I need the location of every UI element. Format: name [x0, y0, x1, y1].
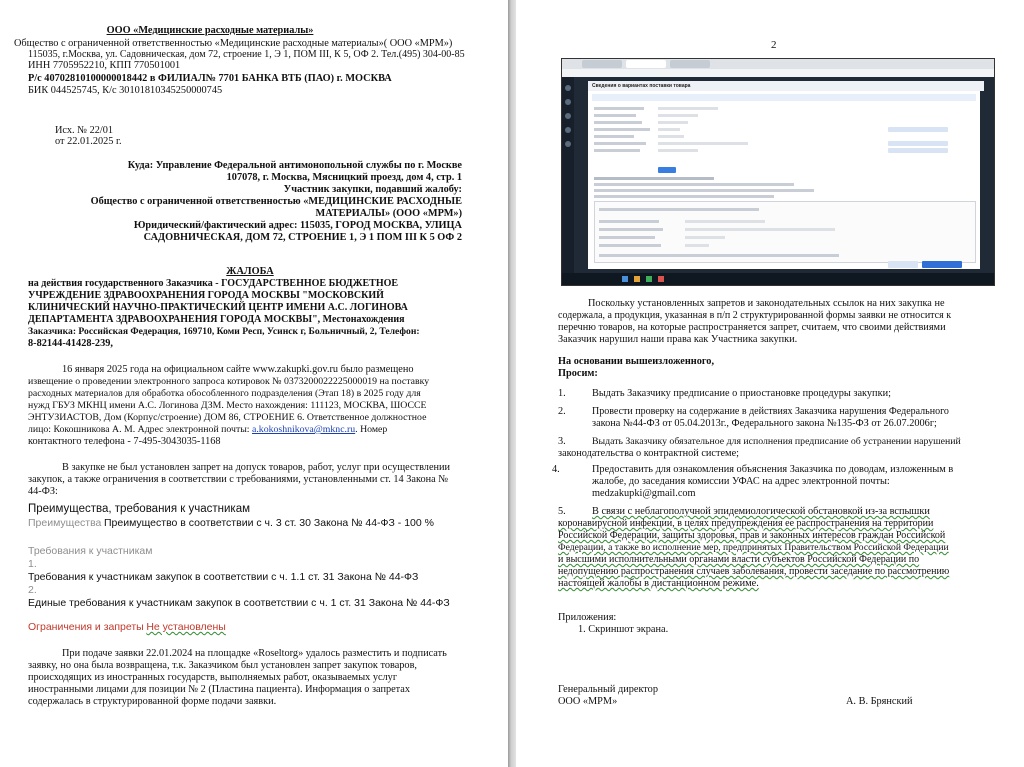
addressee-line: Юридический/фактический адрес: 115035, ГОРОД МОСКВА, УЛИЦА: [133, 220, 462, 231]
org-line: Общество с ограниченной ответственностью «Медицинские расходные материалы»( ООО «МРМ»): [14, 38, 453, 49]
request-item-email: medzakupki@gmail.com: [592, 488, 696, 499]
form-value: [658, 142, 748, 145]
request-item-number: 1.: [558, 388, 566, 399]
body-line: извещение о проведении электронного запроса котировок № 0373200022225000019 на поставку: [28, 376, 430, 387]
body-line: расходных материалов для обработка обособленного подразделения (Этап 18) в 2025 году для: [28, 388, 421, 399]
checkbox-row[interactable]: [594, 183, 794, 186]
requirement-number: 1.: [28, 558, 37, 570]
taskbar-icon: [658, 276, 664, 282]
edit-button[interactable]: [888, 127, 948, 132]
request-item-text: жалобе, до заседания комиссии УФАС на адрес электронной почты:: [592, 476, 890, 487]
request-item-text: Провести проверку на содержание в действиях Заказчика нарушения Федерального: [592, 406, 949, 417]
body-line: перечню товаров, на которые распространяется запрет, считаем, что своими действиями: [558, 322, 946, 333]
subject-line: КЛИНИЧЕСКИЙ НАУЧНО-ПРАКТИЧЕСКИЙ ЦЕНТР ИМЕНИ А.С. ЛОГИНОВА: [28, 302, 408, 313]
info-banner: [592, 94, 976, 101]
body-line: [28, 424, 387, 435]
browser-address-bar: [562, 69, 994, 77]
requirements-title: Преимущества, требования к участникам: [28, 503, 251, 515]
form-label: [594, 142, 646, 145]
sidebar-icon: [565, 113, 571, 119]
request-item-number: 5.: [558, 506, 566, 517]
form-label: [594, 135, 634, 138]
request-item-number: 4.: [552, 464, 560, 475]
request-item-text: закона №44-ФЗ от 05.04.2013г., Федерального закона №135-ФЗ от 26.07.2006г;: [592, 418, 937, 429]
form-value: [658, 114, 698, 117]
document-page-2: [516, 0, 1024, 767]
attachments-title: Приложения:: [558, 612, 617, 623]
sidebar-icon: [565, 99, 571, 105]
requirements-table: [594, 201, 976, 263]
signer-organization: ООО «МРМ»: [558, 696, 618, 707]
document-page-1: [0, 0, 508, 767]
body-line: контактного телефона - 7-495-3043035-1168: [28, 436, 221, 447]
form-value: [658, 149, 698, 152]
document-heading: ЖАЛОБА: [226, 266, 274, 277]
section-heading: [594, 177, 714, 180]
requirements-label: Требования к участникам: [28, 545, 153, 557]
form-label: [594, 121, 642, 124]
basis-heading: На основании вышеизложенного,: [558, 356, 715, 367]
request-item-text: В связи с неблагополучной эпидемиологической обстановкой из-за вспышки: [592, 506, 930, 517]
browser-tab-strip: [562, 59, 994, 69]
signer-title: Генеральный директор: [558, 684, 658, 695]
request-item-text: настоящей жалобы в дистанционном режиме.: [558, 578, 759, 589]
attachment-item: 1. Скриншот экрана.: [578, 624, 669, 635]
request-item-text: Российской Федерации, защиты здоровья, прав и законных интересов граждан Российской: [558, 530, 946, 541]
body-line: содержалась в структурированной форме подачи заявки.: [28, 696, 277, 707]
request-item-text: Предоставить для ознакомления объяснения Заказчика по доводам, изложенным в: [592, 464, 954, 475]
sidebar-icon: [565, 141, 571, 147]
table-row: [599, 208, 759, 211]
page-divider: [508, 0, 516, 767]
table-cell: [685, 236, 725, 239]
body-line: В закупке не был установлен запрет на допуск товаров, работ, услуг при осуществлении: [62, 462, 451, 473]
request-item-text: Выдать Заказчику предписание о приостановке процедуры закупки;: [592, 388, 891, 399]
contact-email-link[interactable]: a.kokoshnikova@mknc.ru: [252, 424, 356, 435]
request-heading: Просим:: [558, 368, 598, 379]
ref-date: от 22.01.2025 г.: [55, 136, 122, 147]
addressee-line: МАТЕРИАЛЫ» (ООО «МРМ»): [315, 208, 462, 219]
edit-button[interactable]: [888, 141, 948, 146]
table-cell: [685, 228, 835, 231]
taskbar: [562, 273, 994, 285]
org-line: БИК 044525745, К/с 30101810345250000745: [28, 85, 223, 96]
browser-tab: [626, 60, 666, 68]
addressee-line: САДОВНИЧЕСКАЯ, ДОМ 72, СТРОЕНИЕ 1, Э 1 ПОМ III К 5 ОФ 2: [143, 232, 462, 243]
body-line: заявку, но она была возвращена, т.к. Заказчиком был установлен запрет закупок товаров,: [28, 660, 418, 671]
form-value: [658, 128, 680, 131]
form-label: [594, 128, 650, 131]
org-name: ООО «Медицинские расходные материалы»: [106, 25, 314, 36]
body-line: Поскольку установленных запретов и законодательных ссылок на них закупка не: [588, 298, 945, 309]
ref-number: Исх. № 22/01: [55, 125, 114, 136]
page-number: 2: [771, 39, 777, 51]
table-cell: [685, 244, 709, 247]
addressee-line: Общество с ограниченной ответственностью «МЕДИЦИНСКИЕ РАСХОДНЫЕ: [90, 196, 462, 207]
browser-tab: [582, 60, 622, 68]
form-label: [594, 107, 644, 110]
form-value: [658, 107, 718, 110]
subject-line: Заказчика: Российская Федерация, 169710, Коми Респ, Усинск г, Больничный, 2, Телефон:: [28, 326, 420, 337]
selected-badge[interactable]: [658, 167, 676, 173]
org-line: ИНН 7705952210, КПП 770501001: [28, 60, 181, 71]
org-line: Р/с 40702810100000018442 в ФИЛИАЛ№ 7701 БАНКА ВТБ (ПАО) г. МОСКВА: [28, 73, 392, 84]
requirement-item: Требования к участникам закупок в соответствии с ч. 1.1 ст. 31 Закона № 44-ФЗ: [28, 571, 419, 583]
limits-label: Ограничения и запреты: [28, 621, 144, 633]
body-line: содержала, а продукция, указанная в п/п 2 структурированной формы заявки не относится к: [558, 310, 952, 321]
dialog-title: Сведения о вариантах поставки товара: [588, 81, 984, 91]
request-item-number: 2.: [558, 406, 566, 417]
addressee-line: Участник закупки, подавший жалобу:: [283, 184, 462, 195]
request-item-text: коронавирусной инфекции, в целях предупреждения ее распространения на территории: [558, 518, 934, 529]
subject-line: на действия государственного Заказчика - ГОСУДАРСТВЕННОЕ БЮДЖЕТНОЕ: [28, 278, 399, 289]
request-item-text: законодательства о контрактной системе;: [558, 448, 739, 459]
form-value: [658, 121, 688, 124]
body-text: . Номер: [355, 424, 388, 435]
request-item-text: Федерации, а также во исполнение мер, предпринятых Правительством Российской Федерации: [558, 542, 949, 553]
taskbar-icon: [634, 276, 640, 282]
addressee-line: Куда: Управление Федеральной антимонопольной службы по г. Москве: [127, 160, 462, 171]
supply-options-dialog: [588, 81, 980, 269]
table-row: [599, 254, 839, 257]
limits-value: Не установлены: [146, 621, 226, 633]
form-value: [658, 135, 684, 138]
request-item-text: Выдать Заказчику обязательное для исполнения предписание об устранении нарушений: [592, 436, 961, 447]
subject-line: 8-82144-41428-239,: [28, 338, 113, 349]
form-label: [594, 149, 640, 152]
back-button[interactable]: [888, 261, 918, 268]
table-cell: [685, 220, 765, 223]
body-line: Заказчик нарушил наши права как Участника закупки.: [558, 334, 798, 345]
body-line: ЭНТУЗИАСТОВ, Дом (Корпус/строение) ДОМ 86, СТРОЕНИЕ 6. Ответственное должностное: [28, 412, 427, 423]
addressee-line: 107078, г. Москва, Мясницкий проезд, дом 4, стр. 1: [226, 172, 462, 183]
request-item-number: 3.: [558, 436, 566, 447]
request-item-text: недопущению распространения случаев заболевания, провести заседание по рассмотрению: [558, 566, 950, 577]
body-line: При подаче заявки 22.01.2024 на площадке «Roseltorg» удалось разместить и подписать: [62, 648, 447, 659]
signer-name: А. В. Брянский: [846, 696, 913, 707]
body-text: лицо: Кокошникова А. М. Адрес электронной почты:: [28, 424, 250, 435]
requirement-item: Единые требования к участникам закупок в соответствии с ч. 1 ст. 31 Закона № 44-ФЗ: [28, 597, 450, 609]
body-line: происходящих из иностранных государств, выполняемых работ, оказываемых услуг: [28, 672, 398, 683]
checkbox-row[interactable]: [594, 195, 774, 198]
table-row: [599, 236, 655, 239]
body-line: 44-ФЗ:: [28, 486, 58, 497]
sidebar-icon: [565, 127, 571, 133]
preference-label: Преимущества: [28, 517, 102, 529]
checkbox-row[interactable]: [594, 189, 814, 192]
sidebar-icon: [565, 85, 571, 91]
body-line: иностранными лицами для позиции № 2 (Пластина пациента). Информация о запретах: [28, 684, 411, 695]
embedded-screenshot: [561, 58, 995, 286]
org-line: 115035, г.Москва, ул. Садовническая, дом 72, строение 1, Э 1, ПОМ III, К 5, ОФ 2. Тел.(495) 304-00-85: [28, 49, 465, 60]
subject-line: УЧРЕЖДЕНИЕ ЗДРАВООХРАНЕНИЯ ГОРОДА МОСКВЫ "МОСКОВСКИЙ: [28, 290, 384, 301]
edit-button[interactable]: [888, 148, 948, 153]
browser-tab: [670, 60, 710, 68]
taskbar-icon: [622, 276, 628, 282]
subject-line: ДЕПАРТАМЕНТА ЗДРАВООХРАНЕНИЯ ГОРОДА МОСКВЫ", Местонахождения: [28, 314, 405, 325]
form-label: [594, 114, 636, 117]
table-row: [599, 244, 661, 247]
app-sidebar: [562, 77, 574, 273]
requirement-number: 2.: [28, 584, 37, 596]
body-line: нужд ГБУЗ МКНЦ имени А.С. Логинова ДЗМ. Место нахождения: 111123, МОСКВА, ШОССЕ: [28, 400, 427, 411]
body-line: 16 января 2025 года на официальном сайте www.zakupki.gov.ru было размещено: [62, 364, 414, 375]
body-line: закупок, а также ограничения в соответствии с требованиями, установленными ст. 14 Закона №: [28, 474, 449, 485]
request-item-text: и высшими исполнительными органами власти субъектов Российской Федерации по: [558, 554, 920, 565]
table-row: [599, 220, 659, 223]
taskbar-icon: [646, 276, 652, 282]
save-button[interactable]: [922, 261, 962, 268]
table-row: [599, 228, 663, 231]
preference-row: [28, 518, 434, 529]
limits-row: [28, 622, 226, 633]
preference-value: Преимущество в соответствии с ч. 3 ст. 30 Закона № 44-ФЗ - 100 %: [103, 517, 434, 529]
